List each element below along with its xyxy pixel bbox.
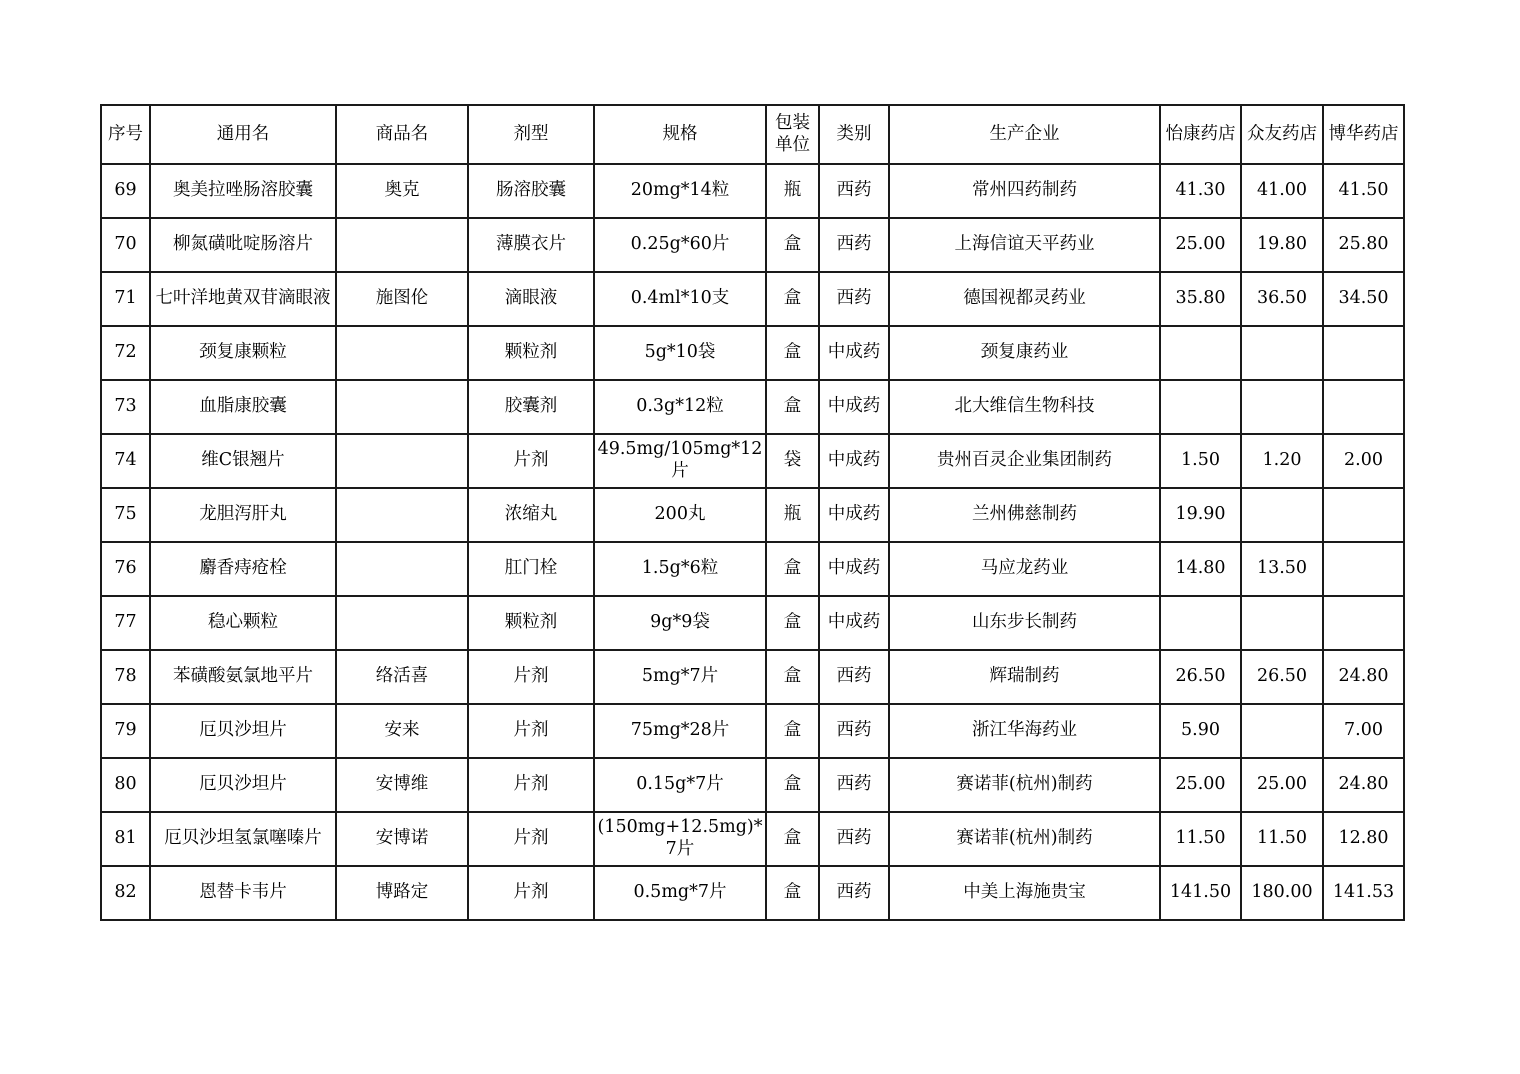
cell-spec: 200丸 [594, 488, 766, 542]
column-header-dosage_form: 剂型 [468, 105, 594, 164]
cell-price_yikang: 1.50 [1160, 434, 1241, 488]
cell-no: 76 [101, 542, 150, 596]
table-row [101, 596, 1404, 650]
cell-price_yikang: 26.50 [1160, 650, 1241, 704]
cell-category: 西药 [819, 866, 889, 920]
cell-generic_name: 苯磺酸氨氯地平片 [150, 650, 336, 704]
cell-manufacturer: 德国视都灵药业 [889, 272, 1160, 326]
cell-price_bohua: 34.50 [1323, 272, 1404, 326]
cell-category: 西药 [819, 650, 889, 704]
cell-generic_name: 厄贝沙坦氢氯噻嗪片 [150, 812, 336, 866]
cell-brand_name [336, 434, 468, 488]
column-header-price_zhongyou: 众友药店 [1241, 105, 1323, 164]
cell-dosage_form: 胶囊剂 [468, 380, 594, 434]
cell-brand_name: 络活喜 [336, 650, 468, 704]
cell-no: 70 [101, 218, 150, 272]
table-body [101, 164, 1404, 920]
cell-dosage_form: 片剂 [468, 434, 594, 488]
cell-dosage_form: 肠溶胶囊 [468, 164, 594, 218]
cell-price_yikang [1160, 596, 1241, 650]
column-header-spec: 规格 [594, 105, 766, 164]
cell-price_zhongyou: 11.50 [1241, 812, 1323, 866]
cell-price_bohua [1323, 596, 1404, 650]
cell-price_bohua [1323, 488, 1404, 542]
cell-dosage_form: 片剂 [468, 758, 594, 812]
cell-no: 79 [101, 704, 150, 758]
cell-price_bohua [1323, 326, 1404, 380]
table-header [101, 105, 1404, 164]
cell-pack_unit: 盒 [766, 704, 819, 758]
cell-brand_name: 博路定 [336, 866, 468, 920]
cell-pack_unit: 盒 [766, 380, 819, 434]
cell-spec: 0.25g*60片 [594, 218, 766, 272]
table-row [101, 272, 1404, 326]
cell-price_zhongyou: 36.50 [1241, 272, 1323, 326]
cell-price_bohua: 24.80 [1323, 650, 1404, 704]
cell-generic_name: 颈复康颗粒 [150, 326, 336, 380]
cell-generic_name: 厄贝沙坦片 [150, 758, 336, 812]
cell-spec: (150mg+12.5mg)*7片 [594, 812, 766, 866]
cell-brand_name: 安博诺 [336, 812, 468, 866]
cell-pack_unit: 盒 [766, 326, 819, 380]
cell-spec: 20mg*14粒 [594, 164, 766, 218]
column-header-manufacturer: 生产企业 [889, 105, 1160, 164]
cell-price_zhongyou: 25.00 [1241, 758, 1323, 812]
cell-dosage_form: 颗粒剂 [468, 326, 594, 380]
column-header-no: 序号 [101, 105, 150, 164]
cell-price_zhongyou [1241, 380, 1323, 434]
cell-category: 中成药 [819, 542, 889, 596]
cell-no: 77 [101, 596, 150, 650]
cell-pack_unit: 盒 [766, 812, 819, 866]
cell-brand_name [336, 380, 468, 434]
cell-price_bohua: 12.80 [1323, 812, 1404, 866]
cell-price_bohua [1323, 380, 1404, 434]
cell-generic_name: 奥美拉唑肠溶胶囊 [150, 164, 336, 218]
cell-dosage_form: 滴眼液 [468, 272, 594, 326]
cell-pack_unit: 盒 [766, 758, 819, 812]
cell-generic_name: 维C银翘片 [150, 434, 336, 488]
cell-spec: 0.5mg*7片 [594, 866, 766, 920]
cell-brand_name: 奥克 [336, 164, 468, 218]
cell-price_bohua: 41.50 [1323, 164, 1404, 218]
cell-price_zhongyou: 180.00 [1241, 866, 1323, 920]
cell-no: 71 [101, 272, 150, 326]
cell-spec: 0.15g*7片 [594, 758, 766, 812]
column-header-brand_name: 商品名 [336, 105, 468, 164]
cell-generic_name: 柳氮磺吡啶肠溶片 [150, 218, 336, 272]
cell-brand_name [336, 326, 468, 380]
cell-price_yikang: 19.90 [1160, 488, 1241, 542]
cell-category: 西药 [819, 272, 889, 326]
cell-brand_name: 安博维 [336, 758, 468, 812]
cell-dosage_form: 片剂 [468, 866, 594, 920]
cell-dosage_form: 片剂 [468, 704, 594, 758]
cell-price_bohua: 24.80 [1323, 758, 1404, 812]
cell-no: 74 [101, 434, 150, 488]
cell-generic_name: 稳心颗粒 [150, 596, 336, 650]
cell-no: 69 [101, 164, 150, 218]
cell-pack_unit: 瓶 [766, 488, 819, 542]
cell-price_yikang: 11.50 [1160, 812, 1241, 866]
cell-manufacturer: 颈复康药业 [889, 326, 1160, 380]
cell-pack_unit: 盒 [766, 218, 819, 272]
cell-price_zhongyou: 13.50 [1241, 542, 1323, 596]
cell-brand_name: 安来 [336, 704, 468, 758]
cell-price_bohua: 25.80 [1323, 218, 1404, 272]
cell-manufacturer: 山东步长制药 [889, 596, 1160, 650]
cell-brand_name: 施图伦 [336, 272, 468, 326]
cell-category: 西药 [819, 758, 889, 812]
column-header-price_yikang: 怡康药店 [1160, 105, 1241, 164]
cell-price_yikang: 41.30 [1160, 164, 1241, 218]
cell-no: 81 [101, 812, 150, 866]
column-header-generic_name: 通用名 [150, 105, 336, 164]
column-header-price_bohua: 博华药店 [1323, 105, 1404, 164]
cell-pack_unit: 盒 [766, 272, 819, 326]
cell-dosage_form: 片剂 [468, 650, 594, 704]
cell-pack_unit: 盒 [766, 596, 819, 650]
cell-dosage_form: 薄膜衣片 [468, 218, 594, 272]
cell-no: 78 [101, 650, 150, 704]
cell-dosage_form: 颗粒剂 [468, 596, 594, 650]
cell-generic_name: 血脂康胶囊 [150, 380, 336, 434]
cell-price_bohua [1323, 542, 1404, 596]
cell-category: 西药 [819, 812, 889, 866]
table-row [101, 758, 1404, 812]
cell-pack_unit: 袋 [766, 434, 819, 488]
cell-price_bohua: 2.00 [1323, 434, 1404, 488]
cell-generic_name: 七叶洋地黄双苷滴眼液 [150, 272, 336, 326]
cell-pack_unit: 盒 [766, 866, 819, 920]
cell-spec: 0.4ml*10支 [594, 272, 766, 326]
cell-spec: 49.5mg/105mg*12片 [594, 434, 766, 488]
drug-price-table [100, 104, 1405, 921]
cell-dosage_form: 片剂 [468, 812, 594, 866]
cell-manufacturer: 辉瑞制药 [889, 650, 1160, 704]
cell-manufacturer: 中美上海施贵宝 [889, 866, 1160, 920]
table-row [101, 488, 1404, 542]
cell-manufacturer: 马应龙药业 [889, 542, 1160, 596]
cell-manufacturer: 贵州百灵企业集团制药 [889, 434, 1160, 488]
cell-pack_unit: 盒 [766, 650, 819, 704]
cell-brand_name [336, 218, 468, 272]
cell-manufacturer: 常州四药制药 [889, 164, 1160, 218]
header-row [101, 105, 1404, 164]
cell-price_zhongyou [1241, 704, 1323, 758]
cell-no: 82 [101, 866, 150, 920]
cell-price_yikang [1160, 380, 1241, 434]
cell-price_zhongyou: 19.80 [1241, 218, 1323, 272]
cell-generic_name: 厄贝沙坦片 [150, 704, 336, 758]
cell-category: 中成药 [819, 380, 889, 434]
cell-dosage_form: 浓缩丸 [468, 488, 594, 542]
cell-spec: 75mg*28片 [594, 704, 766, 758]
cell-manufacturer: 赛诺菲(杭州)制药 [889, 758, 1160, 812]
cell-price_yikang: 141.50 [1160, 866, 1241, 920]
cell-generic_name: 龙胆泻肝丸 [150, 488, 336, 542]
table-row [101, 434, 1404, 488]
cell-category: 中成药 [819, 326, 889, 380]
cell-brand_name [336, 596, 468, 650]
cell-no: 80 [101, 758, 150, 812]
cell-spec: 1.5g*6粒 [594, 542, 766, 596]
column-header-category: 类别 [819, 105, 889, 164]
cell-price_yikang: 25.00 [1160, 758, 1241, 812]
cell-price_yikang: 5.90 [1160, 704, 1241, 758]
table-row [101, 218, 1404, 272]
table-row [101, 542, 1404, 596]
cell-brand_name [336, 488, 468, 542]
cell-brand_name [336, 542, 468, 596]
table-row [101, 704, 1404, 758]
cell-manufacturer: 上海信谊天平药业 [889, 218, 1160, 272]
cell-price_yikang: 14.80 [1160, 542, 1241, 596]
cell-price_zhongyou: 26.50 [1241, 650, 1323, 704]
cell-price_zhongyou: 1.20 [1241, 434, 1323, 488]
cell-price_yikang [1160, 326, 1241, 380]
cell-spec: 0.3g*12粒 [594, 380, 766, 434]
table-row [101, 650, 1404, 704]
cell-price_bohua: 141.53 [1323, 866, 1404, 920]
cell-pack_unit: 盒 [766, 542, 819, 596]
drug-price-table-container [100, 104, 1405, 921]
cell-no: 73 [101, 380, 150, 434]
cell-spec: 5g*10袋 [594, 326, 766, 380]
table-row [101, 380, 1404, 434]
cell-category: 西药 [819, 164, 889, 218]
cell-price_zhongyou [1241, 596, 1323, 650]
table-row [101, 164, 1404, 218]
cell-pack_unit: 瓶 [766, 164, 819, 218]
cell-category: 中成药 [819, 596, 889, 650]
table-row [101, 812, 1404, 866]
cell-category: 西药 [819, 704, 889, 758]
cell-price_zhongyou [1241, 326, 1323, 380]
cell-price_yikang: 35.80 [1160, 272, 1241, 326]
cell-spec: 9g*9袋 [594, 596, 766, 650]
cell-manufacturer: 浙江华海药业 [889, 704, 1160, 758]
table-row [101, 866, 1404, 920]
cell-category: 中成药 [819, 434, 889, 488]
cell-price_zhongyou: 41.00 [1241, 164, 1323, 218]
cell-manufacturer: 兰州佛慈制药 [889, 488, 1160, 542]
cell-price_bohua: 7.00 [1323, 704, 1404, 758]
cell-category: 西药 [819, 218, 889, 272]
cell-manufacturer: 赛诺菲(杭州)制药 [889, 812, 1160, 866]
cell-generic_name: 麝香痔疮栓 [150, 542, 336, 596]
cell-generic_name: 恩替卡韦片 [150, 866, 336, 920]
cell-no: 75 [101, 488, 150, 542]
column-header-pack_unit: 包装单位 [766, 105, 819, 164]
table-row [101, 326, 1404, 380]
cell-price_zhongyou [1241, 488, 1323, 542]
cell-spec: 5mg*7片 [594, 650, 766, 704]
cell-category: 中成药 [819, 488, 889, 542]
cell-dosage_form: 肛门栓 [468, 542, 594, 596]
cell-no: 72 [101, 326, 150, 380]
cell-manufacturer: 北大维信生物科技 [889, 380, 1160, 434]
cell-price_yikang: 25.00 [1160, 218, 1241, 272]
